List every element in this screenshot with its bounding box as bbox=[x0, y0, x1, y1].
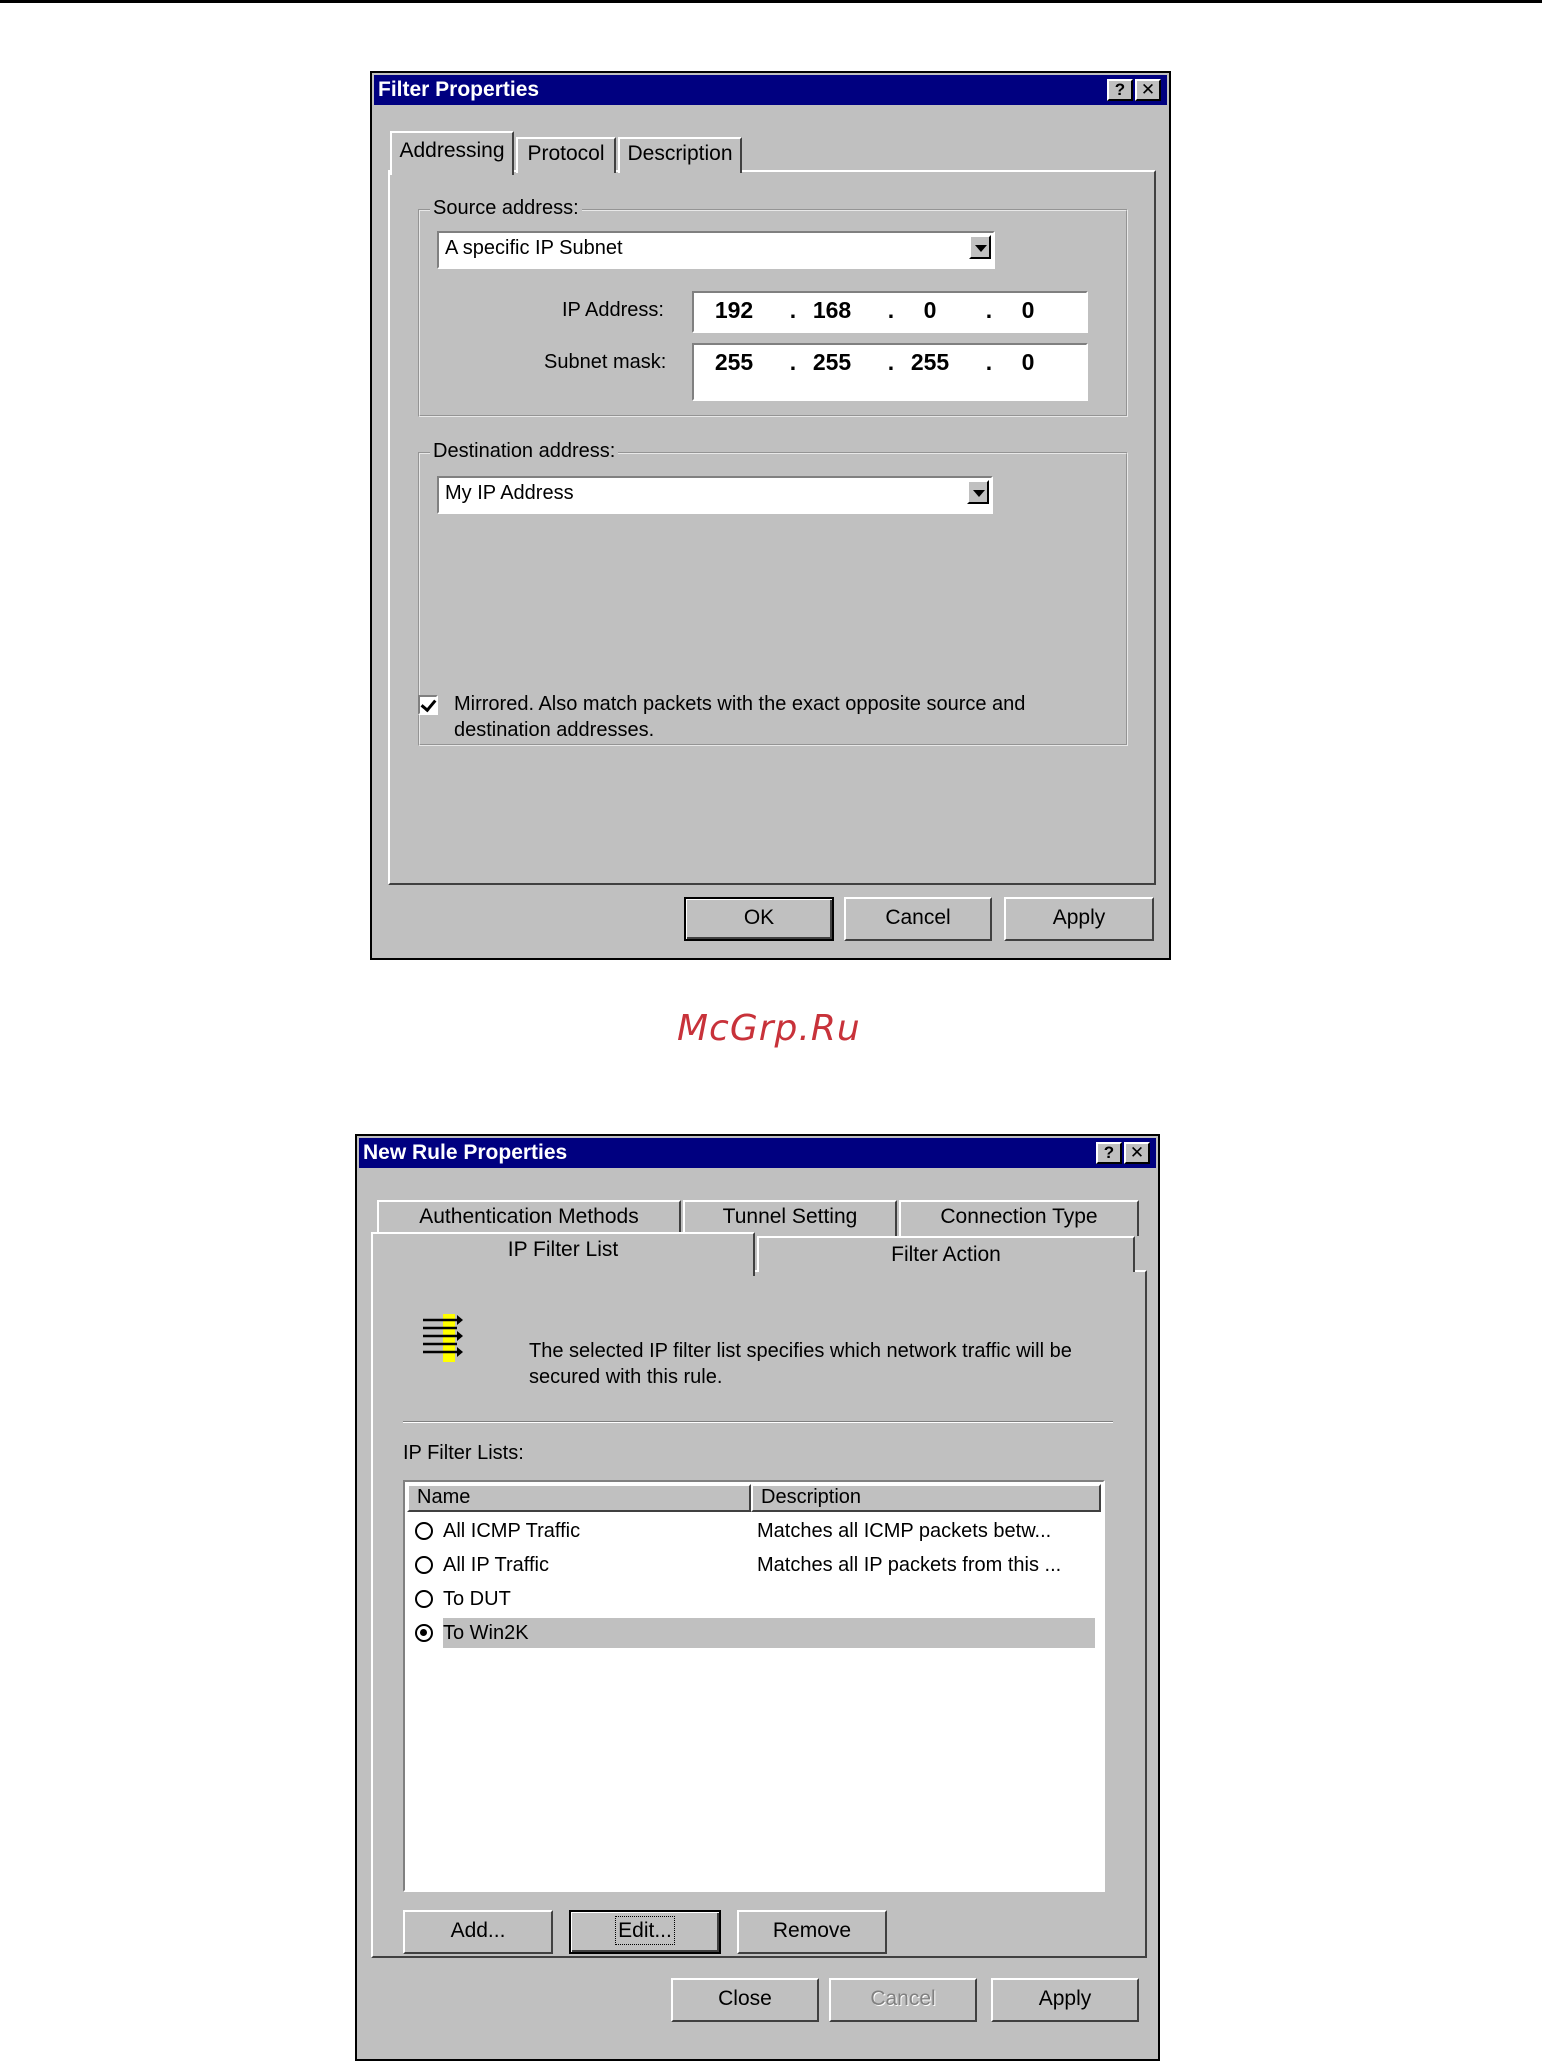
subnet-mask-field[interactable] bbox=[692, 343, 1088, 401]
button-label: Apply bbox=[1038, 1987, 1092, 2010]
chevron-down-icon[interactable] bbox=[969, 235, 991, 259]
ip-octet-4[interactable]: 0 bbox=[1021, 297, 1035, 323]
column-label: Name bbox=[417, 1486, 471, 1508]
item-name: All IP Traffic bbox=[443, 1554, 549, 1576]
item-description: Matches all ICMP packets betw... bbox=[757, 1520, 1052, 1542]
ip-address-label: IP Address: bbox=[562, 299, 664, 321]
tab-label: Addressing bbox=[399, 139, 505, 162]
tab-authentication-methods[interactable] bbox=[377, 1200, 681, 1236]
list-item[interactable] bbox=[409, 1584, 1095, 1614]
radio-button[interactable] bbox=[415, 1556, 433, 1574]
item-name: To Win2K bbox=[443, 1618, 535, 1648]
tab-label: Authentication Methods bbox=[419, 1205, 639, 1228]
remove-button[interactable] bbox=[737, 1910, 887, 1954]
watermark: McGrp.Ru bbox=[677, 1008, 861, 1049]
mirrored-label-line2: destination addresses. bbox=[454, 719, 655, 741]
edit-button[interactable] bbox=[569, 1910, 721, 1954]
apply-button[interactable] bbox=[1004, 897, 1154, 941]
title-bar[interactable] bbox=[359, 1138, 1156, 1168]
mirrored-checkbox[interactable] bbox=[418, 695, 438, 715]
tab-ip-filter-list[interactable] bbox=[371, 1232, 755, 1276]
close-button[interactable] bbox=[671, 1978, 819, 2022]
radio-button[interactable] bbox=[415, 1590, 433, 1608]
close-icon[interactable]: ✕ bbox=[1135, 79, 1161, 101]
button-label: Cancel bbox=[885, 906, 951, 929]
tab-label: Tunnel Setting bbox=[722, 1205, 858, 1228]
combo-value: A specific IP Subnet bbox=[445, 237, 623, 259]
tab-addressing[interactable] bbox=[390, 131, 514, 175]
page-top-rule bbox=[0, 0, 1542, 3]
info-text-line2: secured with this rule. bbox=[529, 1366, 723, 1388]
mask-dot: . bbox=[985, 349, 993, 375]
tab-tunnel-setting[interactable] bbox=[683, 1200, 897, 1236]
item-description: Matches all IP packets from this ... bbox=[757, 1554, 1062, 1576]
ok-button[interactable] bbox=[684, 897, 834, 941]
mirrored-label-line1: Mirrored. Also match packets with the exact opposite source and bbox=[454, 693, 1026, 715]
item-name: All ICMP Traffic bbox=[443, 1520, 581, 1542]
tab-label: Filter Action bbox=[891, 1243, 1001, 1266]
selection-highlight bbox=[443, 1618, 1095, 1648]
mask-dot: . bbox=[789, 349, 797, 375]
filter-list-icon bbox=[421, 1312, 465, 1364]
tab-filter-action[interactable] bbox=[757, 1236, 1135, 1272]
close-icon[interactable]: ✕ bbox=[1124, 1142, 1150, 1164]
tab-label: Protocol bbox=[527, 142, 605, 165]
list-item[interactable] bbox=[409, 1516, 1095, 1546]
help-button[interactable]: ? bbox=[1107, 79, 1133, 101]
column-label: Description bbox=[761, 1486, 862, 1508]
column-header-name[interactable] bbox=[407, 1484, 751, 1512]
new-rule-properties-dialog bbox=[355, 1134, 1160, 2061]
help-button[interactable]: ? bbox=[1096, 1142, 1122, 1164]
info-text-line1: The selected IP filter list specifies which network traffic will be bbox=[529, 1340, 1072, 1362]
tab-protocol[interactable] bbox=[516, 137, 616, 173]
tab-label: IP Filter List bbox=[507, 1238, 619, 1261]
radio-button[interactable] bbox=[415, 1522, 433, 1540]
button-label: Remove bbox=[772, 1919, 852, 1942]
ip-octet-2[interactable]: 168 bbox=[812, 297, 852, 323]
ip-dot: . bbox=[887, 297, 895, 323]
tab-connection-type[interactable] bbox=[899, 1200, 1139, 1236]
cancel-button[interactable] bbox=[844, 897, 992, 941]
button-label: Close bbox=[718, 1987, 772, 2010]
radio-button[interactable] bbox=[415, 1624, 433, 1642]
button-label: OK bbox=[743, 906, 775, 929]
destination-address-combo[interactable] bbox=[437, 476, 993, 514]
chevron-down-icon[interactable] bbox=[967, 480, 989, 504]
ip-octet-1[interactable]: 192 bbox=[714, 297, 754, 323]
apply-button[interactable] bbox=[991, 1978, 1139, 2022]
tab-label: Connection Type bbox=[940, 1205, 1098, 1228]
button-label: Apply bbox=[1052, 906, 1106, 929]
list-item-selected[interactable] bbox=[409, 1618, 1095, 1648]
tab-description[interactable] bbox=[618, 137, 742, 173]
mask-octet-4[interactable]: 0 bbox=[1021, 349, 1035, 375]
destination-address-label: Destination address: bbox=[430, 440, 618, 463]
tab-label: Description bbox=[627, 142, 733, 165]
separator bbox=[403, 1421, 1113, 1423]
mask-dot: . bbox=[887, 349, 895, 375]
title-bar[interactable] bbox=[374, 75, 1167, 105]
column-header-description[interactable] bbox=[751, 1484, 1101, 1512]
source-address-combo[interactable] bbox=[437, 231, 995, 269]
item-name: To DUT bbox=[443, 1588, 511, 1610]
list-item[interactable] bbox=[409, 1550, 1095, 1580]
button-label: Edit... bbox=[618, 1919, 672, 1942]
ip-octet-3[interactable]: 0 bbox=[923, 297, 937, 323]
mask-octet-2[interactable]: 255 bbox=[812, 349, 852, 375]
dialog-title: Filter Properties bbox=[378, 78, 540, 101]
source-address-label: Source address: bbox=[430, 197, 582, 220]
ip-address-field[interactable] bbox=[692, 291, 1088, 333]
filter-properties-dialog bbox=[370, 71, 1171, 960]
cancel-button[interactable] bbox=[829, 1978, 977, 2022]
subnet-mask-label: Subnet mask: bbox=[544, 351, 667, 373]
button-label: Add... bbox=[450, 1919, 506, 1942]
mask-octet-1[interactable]: 255 bbox=[714, 349, 754, 375]
ip-filter-list-view[interactable] bbox=[403, 1480, 1105, 1892]
combo-value: My IP Address bbox=[445, 482, 574, 504]
ip-dot: . bbox=[789, 297, 797, 323]
ip-filter-lists-label: IP Filter Lists: bbox=[403, 1442, 524, 1464]
ip-dot: . bbox=[985, 297, 993, 323]
button-label: Cancel bbox=[870, 1987, 936, 2010]
dialog-title: New Rule Properties bbox=[363, 1141, 568, 1164]
mask-octet-3[interactable]: 255 bbox=[910, 349, 950, 375]
add-button[interactable] bbox=[403, 1910, 553, 1954]
